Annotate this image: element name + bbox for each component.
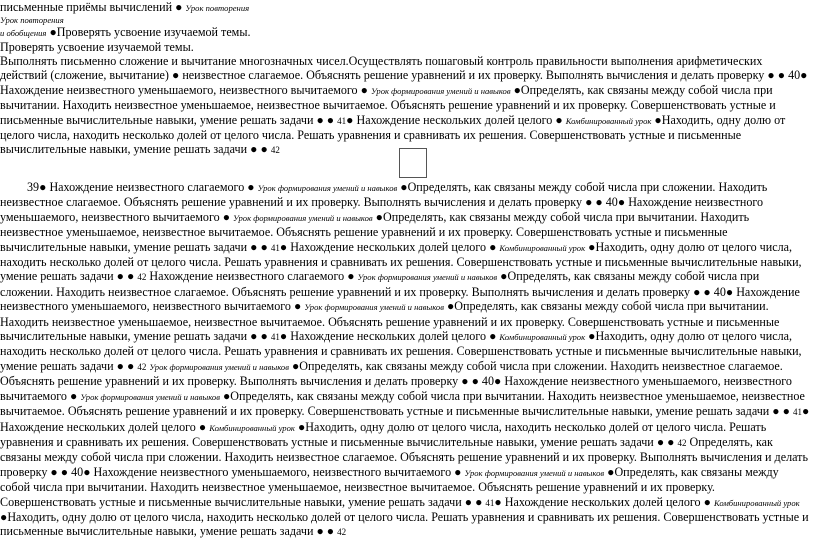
title-text: письменные приёмы вычислений xyxy=(0,0,173,14)
bullet: ● xyxy=(360,82,368,97)
bullet: ● xyxy=(116,269,124,284)
bullet: ● xyxy=(316,524,324,539)
bullet: ● xyxy=(70,388,78,403)
row-number: 42 xyxy=(337,527,347,538)
bullet: ● xyxy=(585,195,593,210)
bullet: ● xyxy=(489,239,497,254)
bullet: ● xyxy=(116,358,124,373)
bullet: ● xyxy=(126,358,135,373)
bullet: ● xyxy=(50,464,58,479)
bullet: ● xyxy=(500,269,508,284)
lesson-type: и обобщения xyxy=(0,28,47,38)
body-paragraph: 39● Нахождение неизвестного слагаемого ● Урок формирования умений и навыков ●Определять, как связаны между собой числа при сложении. Находить неизвестное слагаемое. Объяснять решение уравнений и их проверку. Выполнять вычисления и делать проверку ● ● 40● Нахождение неизвестного уменьшаемого, неизвестного вычитаемого ● Урок формирования умений и навыков ●Определять, как связаны между собой числа при вычитании. Находить неизвестное уменьшаемое, неизвестное вычитаемое. Объяснять решение уравнений и их проверку. Совершенствовать устные и письменные вычислительные навыки, умение решать задачи ● ● 41● Нахождение нескольких долей целого ● Комбинированный урок ●Находить, одну долю от целого числа, находить несколько долей от целого числа. Решать уравнения и сравнивать их решения. Совершенствовать устные и письменные вычислительные навыки, умение решать задачи ● ● 42 Нахождение неизвестного слагаемого ● Урок формирования умений и навыков ●Определять, как связаны между собой числа при сложении. Находить неизвестное слагаемое. Объяснять решение уравнений и их проверку. Выполнять вычисления и делать проверку ● ● 40● Нахождение неизвестного уменьшаемого, неизвестного вычитаемого ● Урок формирования умений и навыков ●Определять, как связаны между собой числа при вычитании. Находить неизвестное уменьшаемое, неизвестное вычитаемое. Объяснять решение уравнений и их проверку. Совершенствовать устные и письменные вычислительные навыки, умение решать задачи ● ● 41● Нахождение нескольких долей целого ● Комбинированный урок ●Находить, одну долю от целого числа, находить несколько долей от целого числа. Решать уравнения и сравнивать их решения. Совершенствовать устные и письменные вычислительные навыки, умение решать задачи ● ● 42 Урок формирования умений и навыков ●Определять, как связаны между собой числа при сложении. Находить неизвестное слагаемое. Объяснять решение уравнений и их проверку. Выполнять вычисления и делать проверку ● ● 40● Нахождение неизвестного уменьшаемого, неизвестного вычитаемого ● Урок формирования умений и навыков ●Определять, как связаны между собой числа при вычитании. Находить неизвестное уменьшаемое, неизвестное вычитаемое. Объяснять решение уравнений и их проверку. Совершенствовать устные и письменные вычислительные навыки, умение решать задачи ● ● 41● Нахождение нескольких долей целого ● Комбинированный урок ●Находить, одну долю от целого числа, находить несколько долей от целого числа. Решать уравнения и сравнивать их решения. Совершенствовать устные и письменные вычислительные навыки, умение решать задачи ● ● 42 Определять, как связаны между собой числа при сложении. Находить неизвестное слагаемое. Объяснять решение уравнений и их проверку. Выполнять вычисления и делать проверку ● ● 40● Нахождение неизвестного уменьшаемого, неизвестного вычитаемого ● Урок формирования умений и навыков ●Определять, как связаны между собой числа при вычитании. Находить неизвестное уменьшаемое, неизвестное вычитаемое. Объяснять решение уравнений и их проверку. Совершенствовать устные и письменные вычислительные навыки, умение решать задачи ● ● 41● Нахождение нескольких долей целого ● Комбинированный урок ●Находить, одну долю от целого числа, находить несколько долей от целого числа. Решать уравнения и сравнивать их решения. Совершенствовать устные и письменные вычислительные навыки, умение решать задачи ● ● 42 xyxy=(0,180,810,539)
top-line-1 xyxy=(0,0,249,15)
bullet: ● xyxy=(767,68,775,83)
row-number: 41 xyxy=(270,332,280,343)
row-number: 41 xyxy=(792,407,802,418)
bullet: ● xyxy=(400,180,408,194)
row-number: 41 xyxy=(337,115,347,126)
bullet: ● xyxy=(260,142,268,157)
bullet: ● xyxy=(260,329,268,344)
lesson-type: Комбинированный урок xyxy=(499,242,586,253)
bullet: ● xyxy=(656,434,665,449)
lesson-type: Комбинированный урок xyxy=(209,422,295,433)
bullet: ● xyxy=(171,68,180,83)
bullet: ● xyxy=(777,68,786,83)
lesson-type: Урок формирования умений и навыков xyxy=(370,85,511,96)
lesson-type: Комбинированный урок xyxy=(499,332,586,343)
top-line-3: и обобщения ●Проверять усвоение изучаемой темы. xyxy=(0,25,251,39)
bullet: ● xyxy=(83,464,91,479)
row-number: 42 xyxy=(137,272,147,283)
bullet: ● xyxy=(667,434,675,449)
bullet: ● xyxy=(471,374,479,389)
top-paragraph: Выполнять письменно сложение и вычитание многозначных чисел.Осуществлять пошаговый контроль правильности выполнения арифметических действий (сложение, вычитание) ● неизвестное слагаемое. Объяснять решение уравнений и их проверку. Выполнять вычисления и делать проверку ● ● 40● Нахождение неизвестного уменьшаемого, неизвестного вычитаемого ● Урок формирования умений и навыков ●Определять, как связаны между собой числа при вычитании. Находить неизвестное уменьшаемое, неизвестное вычитаемое. Объяснять решение уравнений и их проверку. Совершенствовать устные и письменные вычислительные навыки, умение решать задачи ● ● 41● Нахождение нескольких долей целого ● Комбинированный урок ●Находить, одну долю от целого числа, находить несколько долей от целого числа. Решать уравнения и сравнивать их решения. Совершенствовать устные и письменные вычислительные навыки, умение решать задачи ● ● 42 xyxy=(0,54,808,157)
bullet: ● xyxy=(247,180,255,194)
bullet: ● xyxy=(250,329,258,344)
bullet: ● xyxy=(250,142,258,157)
bullet: ● xyxy=(49,25,57,39)
bullet: ● xyxy=(703,494,711,509)
bullet: ● xyxy=(326,524,335,539)
bullet: ● xyxy=(782,404,790,419)
lesson-type: Урок повторения xyxy=(0,15,64,25)
bullet: ● xyxy=(175,0,183,14)
bullet: ● xyxy=(446,299,455,314)
placeholder-image-box xyxy=(399,148,427,178)
bullet: ● xyxy=(39,180,47,194)
bullet: ● xyxy=(588,239,596,254)
bullet: ● xyxy=(297,419,306,434)
bullet: ● xyxy=(294,299,302,314)
lesson-type: Урок формирования умений и навыков xyxy=(149,361,289,372)
bullet: ● xyxy=(588,329,596,344)
row-number: 40 xyxy=(713,284,726,299)
lesson-type: Комбинированный урок xyxy=(713,497,800,508)
row-number: 42 xyxy=(137,361,147,372)
lesson-type: Урок формирования умений и навыков xyxy=(304,302,444,313)
top-line-2 xyxy=(0,15,64,25)
bullet: ● xyxy=(260,239,268,254)
row-number: 41 xyxy=(270,242,280,253)
bullet: ● xyxy=(494,374,502,389)
row-number: 39 xyxy=(27,180,40,194)
bullet: ● xyxy=(693,284,701,299)
bullet: ● xyxy=(494,494,502,509)
bullet: ● xyxy=(0,509,8,524)
bullet: ● xyxy=(464,494,473,509)
bullet: ● xyxy=(772,404,780,419)
bullet: ● xyxy=(703,284,711,299)
bullet: ● xyxy=(375,209,383,224)
lesson-type: Урок формирования умений и навыков xyxy=(80,391,220,402)
bullet: ● xyxy=(654,112,662,127)
bullet: ● xyxy=(222,209,231,224)
bullet: ● xyxy=(126,269,135,284)
bullet: ● xyxy=(513,82,521,97)
row-number: 41 xyxy=(485,497,495,508)
bullet: ● xyxy=(595,195,603,210)
top-line-4: Проверять усвоение изучаемой темы. xyxy=(0,40,194,54)
lesson-type: Урок повторения xyxy=(185,3,250,13)
row-number: 40 xyxy=(71,464,84,479)
lesson-type: Урок формирования умений и навыков xyxy=(257,183,398,193)
row-number: 42 xyxy=(677,437,687,448)
lesson-type: Урок формирования умений и навыков xyxy=(464,467,605,478)
bullet: ● xyxy=(461,374,469,389)
bullet: ● xyxy=(454,464,462,479)
bullet: ● xyxy=(347,269,355,284)
bullet: ● xyxy=(725,284,734,299)
bullet: ● xyxy=(800,68,808,83)
bullet: ● xyxy=(326,112,335,127)
bullet: ● xyxy=(222,388,231,403)
bullet: ● xyxy=(801,404,810,419)
lesson-type: Урок формирования умений и навыков xyxy=(233,212,373,223)
row-number: 40 xyxy=(605,195,618,210)
bullet: ● xyxy=(198,419,207,434)
row-number: 40 xyxy=(481,374,495,389)
bullet: ● xyxy=(60,464,69,479)
lesson-type: Урок формирования умений и навыков xyxy=(357,272,498,283)
bullet: ● xyxy=(291,358,300,373)
bullet: ● xyxy=(617,195,626,210)
bullet: ● xyxy=(279,239,288,254)
bullet: ● xyxy=(607,464,615,479)
bullet: ● xyxy=(316,112,324,127)
bullet: ● xyxy=(250,239,258,254)
row-number: 40 xyxy=(788,68,801,83)
bullet: ● xyxy=(279,329,288,344)
bullet: ● xyxy=(555,112,563,127)
row-number: 42 xyxy=(270,145,280,156)
bullet: ● xyxy=(489,329,497,344)
bullet: ● xyxy=(475,494,483,509)
lesson-type: Комбинированный урок xyxy=(565,115,652,126)
bullet: ● xyxy=(346,112,354,127)
